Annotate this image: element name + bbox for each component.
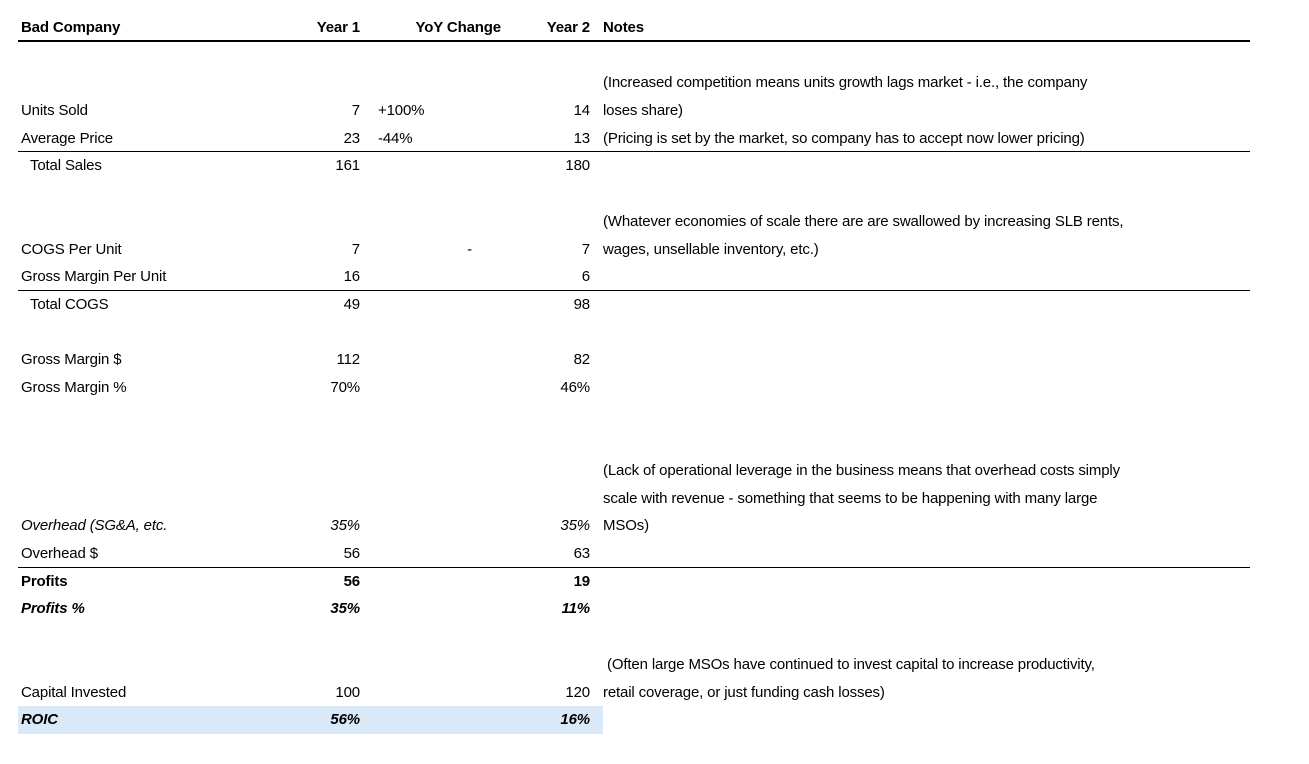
row-label: Profits % xyxy=(21,600,85,618)
row-label: Average Price xyxy=(21,129,113,147)
note-text: (Lack of operational leverage in the business means that overhead costs simply xyxy=(603,462,1120,479)
note-text xyxy=(603,595,1250,623)
row-label: Profits xyxy=(21,572,68,590)
gap-spacer xyxy=(592,319,603,347)
row-label: Gross Margin % xyxy=(21,378,127,396)
gap-spacer xyxy=(592,374,603,402)
row-label xyxy=(18,457,308,485)
row-label: Total Sales xyxy=(30,157,102,175)
year2-value: 46% xyxy=(560,378,590,396)
year2-value xyxy=(502,429,592,457)
table-row xyxy=(18,263,1250,291)
spreadsheet-table xyxy=(18,14,1250,734)
year2-value xyxy=(502,651,592,679)
row-label: ROIC xyxy=(18,706,308,734)
gap-spacer xyxy=(592,180,603,208)
yoy-change-value xyxy=(362,512,502,540)
gap-spacer xyxy=(592,651,603,679)
gap-spacer xyxy=(592,152,603,180)
year1-value: 161 xyxy=(335,157,360,175)
gap-spacer xyxy=(592,679,603,707)
note-text xyxy=(603,374,1250,402)
year1-value xyxy=(308,457,362,485)
year1-value xyxy=(308,623,362,651)
table-row xyxy=(18,679,1250,707)
note-text xyxy=(603,429,1250,457)
header-row xyxy=(18,14,1250,42)
yoy-change-value xyxy=(362,485,502,513)
yoy-change-value xyxy=(362,623,502,651)
row-label xyxy=(18,319,308,347)
column-header-yoy-change: YoY Change xyxy=(415,19,501,36)
column-header-company: Bad Company xyxy=(21,19,121,36)
year2-value xyxy=(502,42,592,70)
year1-value: 7 xyxy=(351,102,360,120)
yoy-change-value xyxy=(362,595,502,623)
table-row xyxy=(18,374,1250,402)
gap-spacer xyxy=(592,346,603,374)
gap-spacer xyxy=(592,540,603,567)
table-row xyxy=(18,595,1250,623)
year2-value xyxy=(502,623,592,651)
row-label xyxy=(18,180,308,208)
row-label xyxy=(18,402,308,430)
table-row xyxy=(18,540,1250,568)
yoy-change-value xyxy=(362,651,502,679)
table-row xyxy=(18,291,1250,319)
table-row xyxy=(18,485,1250,513)
yoy-change-value xyxy=(362,457,502,485)
row-label: COGS Per Unit xyxy=(21,240,122,258)
year1-value: 56% xyxy=(308,706,362,734)
yoy-change-value xyxy=(362,291,502,319)
year1-value: 112 xyxy=(336,351,360,369)
note-text: retail coverage, or just funding cash losses) xyxy=(603,683,885,701)
note-text: scale with revenue - something that seems to be happening with many large xyxy=(603,489,1098,507)
note-text xyxy=(603,568,1250,596)
gap-spacer xyxy=(592,97,603,125)
table-row xyxy=(18,236,1250,264)
note-text xyxy=(603,152,1250,180)
gap-spacer xyxy=(592,623,603,651)
year1-value: 23 xyxy=(343,129,360,147)
table-row xyxy=(18,69,1250,97)
gap-spacer xyxy=(592,208,603,236)
table-row xyxy=(18,125,1250,153)
year1-value xyxy=(308,651,362,679)
row-label xyxy=(18,485,308,513)
row-label xyxy=(18,69,308,97)
yoy-change-value xyxy=(362,319,502,347)
year2-value: 35% xyxy=(560,517,590,535)
note-text: (Pricing is set by the market, so company has to accept now lower pricing) xyxy=(603,129,1085,147)
gap-spacer xyxy=(592,485,603,513)
table-row xyxy=(18,97,1250,125)
year2-value: 14 xyxy=(573,102,590,120)
note-text xyxy=(603,263,1250,290)
year1-value: 70% xyxy=(330,378,360,396)
year2-value xyxy=(502,402,592,430)
year2-value xyxy=(502,319,592,347)
year1-value xyxy=(308,180,362,208)
gap-spacer xyxy=(592,125,603,152)
gap-spacer xyxy=(592,457,603,485)
year1-value xyxy=(308,208,362,236)
year2-value: 63 xyxy=(573,545,590,563)
row-label xyxy=(18,623,308,651)
table-row xyxy=(18,346,1250,374)
note-text xyxy=(603,623,1250,651)
table-row xyxy=(18,706,1250,734)
yoy-change-value: - xyxy=(467,240,472,258)
gap-spacer xyxy=(592,512,603,540)
note-text xyxy=(603,180,1250,208)
note-text xyxy=(603,291,1250,319)
column-header-year1: Year 1 xyxy=(316,19,360,36)
table-row xyxy=(18,42,1250,70)
row-label xyxy=(18,651,308,679)
row-label: Capital Invested xyxy=(21,683,127,701)
year1-value: 56 xyxy=(343,572,360,590)
year2-value: 11% xyxy=(561,600,590,618)
year1-value: 16 xyxy=(343,268,360,286)
yoy-change-value xyxy=(362,374,502,402)
table-row xyxy=(18,429,1250,457)
yoy-change-value xyxy=(362,263,502,290)
row-label: Overhead $ xyxy=(21,545,98,563)
note-text xyxy=(603,346,1250,374)
yoy-change-value: -44% xyxy=(378,129,413,147)
row-label xyxy=(18,42,308,70)
row-label: Overhead (SG&A, etc. xyxy=(21,517,168,535)
column-header-notes: Notes xyxy=(603,19,644,36)
row-label: Units Sold xyxy=(21,102,88,120)
yoy-change-value xyxy=(362,208,502,236)
gap-spacer xyxy=(592,429,603,457)
year1-value: 35% xyxy=(330,600,360,618)
gap-spacer xyxy=(592,69,603,97)
yoy-change-value xyxy=(362,540,502,567)
gap-spacer xyxy=(592,568,603,596)
note-text xyxy=(603,540,1250,567)
year2-value xyxy=(502,485,592,513)
table-row xyxy=(18,568,1250,596)
year1-value: 7 xyxy=(351,240,360,258)
note-text xyxy=(603,42,1250,70)
column-header-year2: Year 2 xyxy=(546,19,590,36)
year2-value xyxy=(502,457,592,485)
yoy-change-value xyxy=(362,706,502,734)
gap-spacer xyxy=(592,14,603,40)
year1-value: 100 xyxy=(335,683,360,701)
gap-spacer xyxy=(592,42,603,70)
row-label: Gross Margin $ xyxy=(21,351,122,369)
note-text xyxy=(603,402,1250,430)
row-label: Gross Margin Per Unit xyxy=(21,268,167,286)
year2-value: 6 xyxy=(581,268,590,286)
year1-value: 35% xyxy=(330,517,360,535)
year1-value xyxy=(308,429,362,457)
note-text xyxy=(603,319,1250,347)
table-row xyxy=(18,208,1250,236)
year1-value xyxy=(308,319,362,347)
yoy-change-value xyxy=(362,152,502,180)
year2-value xyxy=(502,180,592,208)
yoy-change-value xyxy=(362,42,502,70)
gap-spacer xyxy=(592,595,603,623)
year1-value xyxy=(308,485,362,513)
table-row xyxy=(18,402,1250,430)
year1-value: 56 xyxy=(343,545,360,563)
yoy-change-value xyxy=(362,346,502,374)
year2-value: 120 xyxy=(565,683,590,701)
year2-value xyxy=(502,69,592,97)
year1-value: 49 xyxy=(343,295,360,313)
note-text: (Often large MSOs have continued to invest capital to increase productivity, xyxy=(603,655,1095,673)
note-text: wages, unsellable inventory, etc.) xyxy=(603,240,819,258)
yoy-change-value xyxy=(362,180,502,208)
gap-spacer xyxy=(592,263,603,290)
table-row xyxy=(18,457,1250,485)
yoy-change-value xyxy=(362,69,502,97)
row-label xyxy=(18,429,308,457)
row-label: Total COGS xyxy=(30,295,109,313)
gap-spacer xyxy=(592,402,603,430)
table-row xyxy=(18,319,1250,347)
year1-value xyxy=(308,42,362,70)
year2-value: 16% xyxy=(502,706,592,734)
year1-value xyxy=(308,402,362,430)
gap-spacer xyxy=(592,706,603,734)
note-text: (Increased competition means units growth lags market - i.e., the company xyxy=(603,74,1088,92)
table-row xyxy=(18,180,1250,208)
year2-value: 13 xyxy=(573,129,590,147)
row-label xyxy=(18,208,308,236)
table-row xyxy=(18,152,1250,180)
yoy-change-value xyxy=(362,402,502,430)
gap-spacer xyxy=(592,291,603,319)
note-text: (Whatever economies of scale there are are swallowed by increasing SLB rents, xyxy=(603,212,1124,230)
note-text xyxy=(603,706,1250,734)
year2-value: 7 xyxy=(581,240,590,258)
table-row xyxy=(18,651,1250,679)
yoy-change-value: +100% xyxy=(378,102,425,120)
gap-spacer xyxy=(592,236,603,264)
yoy-change-value xyxy=(362,568,502,596)
yoy-change-value xyxy=(362,429,502,457)
year2-value: 19 xyxy=(573,572,590,590)
yoy-change-value xyxy=(362,679,502,707)
table-row xyxy=(18,512,1250,540)
note-text: loses share) xyxy=(603,102,683,120)
table-row xyxy=(18,623,1250,651)
year2-value: 180 xyxy=(565,157,590,175)
year1-value xyxy=(308,69,362,97)
year2-value xyxy=(502,208,592,236)
note-text: MSOs) xyxy=(603,517,649,535)
year2-value: 82 xyxy=(573,351,590,369)
year2-value: 98 xyxy=(573,295,590,313)
